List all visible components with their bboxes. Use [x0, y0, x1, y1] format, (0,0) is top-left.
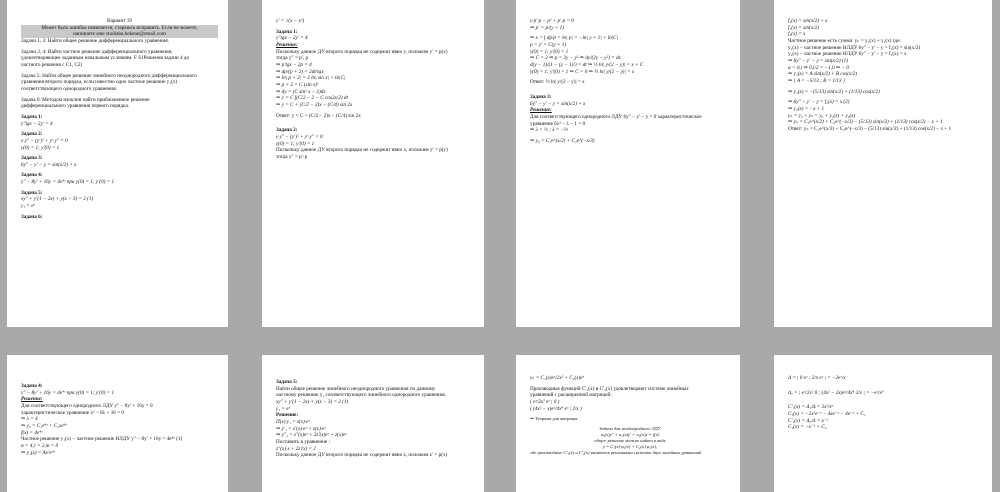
formula-line: xy″ + y′(1 − 2x) + y(x − 3) = 2 (1)	[276, 398, 349, 405]
text-line: Задача 6: Методом изоклин найти приближенное решение	[21, 96, 150, 103]
task-heading: Задача 3:	[530, 93, 552, 100]
task-heading: Решение:	[276, 412, 299, 419]
text-line: Поскольку данное ДУ второго порядка не содержит явно x, положим y′ = p(y)	[276, 147, 448, 154]
document-page-6	[262, 355, 484, 492]
text-line: дифференциального уравнения первого порядка.	[21, 103, 130, 110]
solution-heading: Решение:	[530, 107, 552, 114]
formula-line: α = 0,i ⇒ 0,i/2 = −1,0 ⇒ − 0	[788, 64, 849, 71]
task-heading: Задача 4:	[21, 172, 43, 179]
formula-line: ⇒ ln| p + 2| = 2 ln| sin x| + ln|C|	[276, 75, 346, 82]
text-line: общее решение можно найти в виде	[594, 437, 666, 443]
formula-line: y′ = √(x − x²)	[276, 18, 305, 24]
text-line: Найти общее решение линейного неоднородного уравнения по данному	[276, 385, 436, 392]
text-line: соответствующего однородного уравнения.	[21, 85, 117, 92]
text-line: Задача 5: Найти общее решение линейного неоднородного дифференциального	[21, 72, 197, 79]
formula-line: ⇒ y′₁ = z′(x)·eˣ + z(x)·eˣ	[276, 425, 326, 432]
formula-line: ⇒ 6y″ − y′ − y = f₂(x) = x (2)	[788, 99, 850, 106]
formula-line: y₁ = eˣ	[276, 405, 290, 412]
formula-line: ⇒ y₁(x) = A sin(x/2) + B cos(x/2)	[788, 71, 857, 78]
formula-line: ⇒ dp/(p + 2) = 2dt/tgx	[276, 68, 324, 75]
formula-line: xy″ + y′(1 − 2x) + y(x − 3) = 2 (1)	[21, 196, 94, 203]
task-heading: Задача 5:	[21, 189, 43, 196]
formula-line: ⇒ y₂(x) = −x + 1	[788, 105, 825, 112]
text-line: Вариант 19	[107, 18, 132, 24]
text-line: ⇒ Теорема для матрицы	[530, 416, 578, 422]
text-line: Поскольку данное ДУ второго порядка не содержит явно y, положим y′ = p(x)	[276, 48, 448, 55]
text-line: Ответ: yₙ = C₁e^(x/2) + C₂e^(−x/3) − (5/13) sin(x/2) + (1/13) cos(x/2) − x + 1	[788, 125, 952, 132]
formula-line: П(x)·y₁ = z(x)·eˣ	[276, 418, 310, 425]
formula-line: ( (4x² − x)eˣ/4x⁴ eˣ | 2/x )	[530, 405, 582, 412]
formula-line: ⇒ λ = ½ ; λ = −⅓	[530, 127, 568, 134]
formula-line: ⇒ y₁(x) = Ax²e⁴ˣ	[21, 449, 56, 456]
text-line: y = C₁(x)·φ₁(x) + C₂(x)·φ₂(x),	[602, 443, 658, 449]
formula-line: yₙ = y₀ + yₙ = y₀ + y₁(x) + y₂(x)	[788, 112, 856, 119]
formula-line: ( eˣ/2x² eˣ | 0 )	[530, 398, 560, 405]
task-heading: Задача 4:	[21, 383, 43, 389]
text-line: Производные функций C′₁(x) и C′₂(x) удовлетворяют системе линейных	[530, 385, 689, 392]
text-line: Задача для неоднородного ЛДУ	[599, 426, 661, 432]
solution-heading: Решение:	[276, 41, 298, 48]
formula-line: α = 4,r = 2,m = 0	[21, 442, 59, 449]
text-line: уравнений с расширенной матрицей:	[530, 392, 612, 399]
formula-line: ⇒ p′ = p/(y + 1)	[530, 24, 564, 31]
text-line: y₂(x) − частное решение НЛДУ 6y″ − y′ − y = f₂(x) = x	[788, 51, 907, 58]
formula-line: ⇒ { A = −5/13 ; B = 1/13 }	[788, 77, 845, 84]
text-line: Частное решение y₁(x) − частное решение НЛДУ y″ − 8y′ + 16y = 4e⁴ˣ (1)	[21, 436, 183, 443]
formula-line: ⇒ y₀ = C₁e⁴ˣ + C₂xe⁴ˣ	[21, 422, 67, 429]
text-line: Ответ: y = C + (C/2 − 2)x − (C/4) sin 2x	[276, 112, 361, 119]
text-line: a₀(x)y″ + a₁(x)y′ + a₂(x)y = f(x)	[600, 432, 660, 438]
formula-line: ⇒ dy = (C sin² x − 2)dx	[276, 88, 326, 95]
formula-line: yₙ = C₁(x)eˣ/2x² + C₂(x)eˣ	[530, 375, 585, 381]
text-line: Ответ: ½ ln| y/(2 − y)| = x	[530, 79, 585, 86]
document-page-3	[516, 0, 740, 327]
formula-line: z″(x)·x + 2z′(x) = 2	[276, 445, 316, 452]
text-line: удовлетворяющее заданным начальным условиям. F S1Решения задачи 4 до	[21, 55, 190, 62]
formula-line: C′₂(x) = Δ₂/Δ = x⁻²	[788, 417, 829, 424]
text-line: Для соответствующего однородного ЛДУ y″ − 8y′ + 16y = 0	[21, 402, 153, 409]
document-page-4	[774, 0, 992, 327]
formula-line: y″ − 8y′ + 16y = 4e⁴ˣ при y(0) = 1; y′(0) = 1	[21, 389, 115, 396]
document-page-1	[7, 0, 228, 327]
text-line: Поскольку данное ДУ второго порядка не содержит явно z, положим z′ = p(x)	[276, 452, 448, 459]
formula-line: Δ = | 0 eˣ ; 2/x eˣ | = −2eˣ/x	[788, 375, 846, 381]
formula-line: ⇒ C = 2 ⇒ p = 2y − y² ⇒ dy/(2y − y²) = dx	[530, 55, 621, 62]
document-page-7	[516, 355, 740, 492]
text-line: характеристическое уравнение λ² − 8λ + 16 = 0	[21, 409, 125, 416]
formula-line: f₁(x) = sin(x/2) + x	[788, 18, 828, 24]
formula-line: 6y″ − y′ − y = sin(x/2) + x	[530, 100, 586, 107]
formula-line: ⇒ y₀ = C₁e^(x/2) + C₂e^(−x/3)	[530, 137, 595, 144]
text-line: уравнение 6λ² − λ − 1 = 0	[530, 120, 586, 127]
formula-line: ⇒ p + 2 = C (sin x)²	[276, 81, 319, 88]
text-line: Задачи 1, 3: Найти общее решение дифференциального уравнения.	[21, 37, 169, 44]
formula-line: f₁(x) = sin(x/2)	[788, 24, 819, 31]
text-line: Частное решение есть сумма: yₙ = y₁(x) + y₂(x) где:	[788, 37, 901, 44]
formula-line: y·y″ − (y′)² + y′·y″ = 0	[21, 137, 68, 144]
formula-line: 6y″ − y′ − y = sin(x/2) + x	[21, 161, 77, 168]
formula-line: p = y′ = C(y + 1)	[530, 41, 567, 48]
text-line: уравнения второго порядка, если известно одно частное решение y₁(x)	[21, 79, 178, 86]
text-line: Задачи 2, 4: Найти частное решение дифференциального уравнения,	[21, 48, 173, 55]
highlighted-note: Может быть ошибка появляется, стараюсь исправить. Если не можете,	[21, 25, 218, 32]
text-line: y₁(x) − частное решение НЛДУ 6y″ − y′ − y = f₁(x) = sin(x/2)	[788, 44, 921, 51]
document-page-8	[774, 355, 992, 492]
formula-line: y(0) = 1; y′(0) = 1 ⇒ C = 0 ⇒ ½ ln| y/(2 − y)| = x	[530, 68, 635, 75]
formula-line: y·y″ − (y′)² + y′·y″ = 0	[276, 133, 323, 140]
formula-line: ⇒ y″₁ = z″(x)eˣ + 2z′(x)eˣ + z(x)eˣ	[276, 432, 347, 439]
solution-heading: Решение:	[21, 396, 43, 403]
formula-line: y₁ = eˣ	[21, 203, 35, 210]
formula-line: y(0) = 1; y′(0) = 1	[21, 144, 60, 151]
text-line: Для соответствующего однородного ЛДУ 6y″ − y′ − y = 0 характеристическое	[530, 113, 702, 120]
formula-line: ⇒ y₁(x) = −(5/13) sin(x/2) + (1/13) cos(x/2)	[788, 88, 880, 95]
formula-line: d(y − 1)/(1 − (y − 1)²) = dt ⇒ ½ ln| y/(2 − y)| = x + C	[530, 61, 644, 68]
document-page-5	[7, 355, 228, 492]
formula-line: y″tgx − 2y′ = 4	[21, 120, 53, 127]
task-heading: Задача 1:	[276, 28, 298, 35]
formula-line: ⇒ p′tgx − 2p = 4	[276, 61, 312, 68]
formula-line: Δ₂ = | eˣ/2x² 0 ; (4x² − 2x)eˣ/4x⁴ 2/x | = −eˣ/x³	[788, 389, 884, 396]
formula-line: y″tgx − 2y′ = 4	[276, 35, 308, 42]
task-heading: Задача 2:	[276, 127, 298, 134]
task-heading: Задача 5:	[276, 379, 298, 385]
text-line: тогда y″ = p′, p	[276, 55, 309, 62]
text-line: где производные C′₁(x) и C′₂(x) являются решениями системы двух линейных уравнений	[530, 449, 702, 455]
task-heading: Задача 1:	[21, 113, 43, 120]
text-line: частному решению y₁ соответствующего линейного однородного уравнения.	[276, 392, 446, 399]
formula-line: ⇒ λ = 4	[21, 416, 38, 423]
text-line: тогда y″ = p′·p	[276, 153, 308, 160]
formula-line: f(x) = 4e⁴ˣ	[21, 429, 43, 436]
formula-line: y″ − 8y′ + 16y = 4e⁴ˣ при y(0) = 1; y′(0) = 1	[21, 179, 115, 186]
text-line: Поставить в уравнение :	[276, 438, 330, 445]
formula-line: y·p′·p − p² + p′·p = 0	[530, 18, 574, 24]
document-page-2	[262, 0, 484, 327]
highlighted-note: напишите мне studiaba.bekene@email.com	[21, 31, 218, 38]
task-heading: Задача 3:	[21, 155, 43, 162]
formula-line: f₂(x) = x	[788, 31, 806, 38]
formula-line: ⇒ x = ∫ dp/p = ln| p| = −ln| y + 1| + ln|C|	[530, 35, 619, 42]
formula-line: C₁(x) = −2x²e⁻ˣ − 4xe⁻ˣ − 4e⁻ˣ + C₁	[788, 410, 866, 417]
task-heading: Задача 2:	[21, 131, 43, 138]
formula-line: C′₁(x) = Δ₁/Δ = 2x²/eˣ	[788, 404, 834, 411]
task-heading: Задача 6:	[21, 213, 43, 220]
formula-line: ⇒ 6y″ − y′ − y = sin(x/2) (1)	[788, 57, 848, 64]
text-line: частного решения с C1, C2)	[21, 61, 83, 68]
formula-line: y(0) = 1; y′(0) = 1	[530, 48, 569, 55]
formula-line: ⇒ y = C ∫(C/2 − 2 − C cos2x/2) dt	[276, 95, 348, 102]
formula-line: ⇒ yₙ = C₁e^(x/2) + C₂e^(−x/3) − (5/13) sin(x/2) + (1/13) cos(x/2) − x + 1	[788, 119, 943, 126]
formula-line: ⇒ y = C + (C/2 − 2)x − (C/4) sin 2x	[276, 101, 353, 108]
formula-line: C₂(x) = −x⁻¹ + C₂	[788, 424, 827, 431]
formula-line: y(0) = 1; y′(0) = 1	[276, 140, 315, 147]
